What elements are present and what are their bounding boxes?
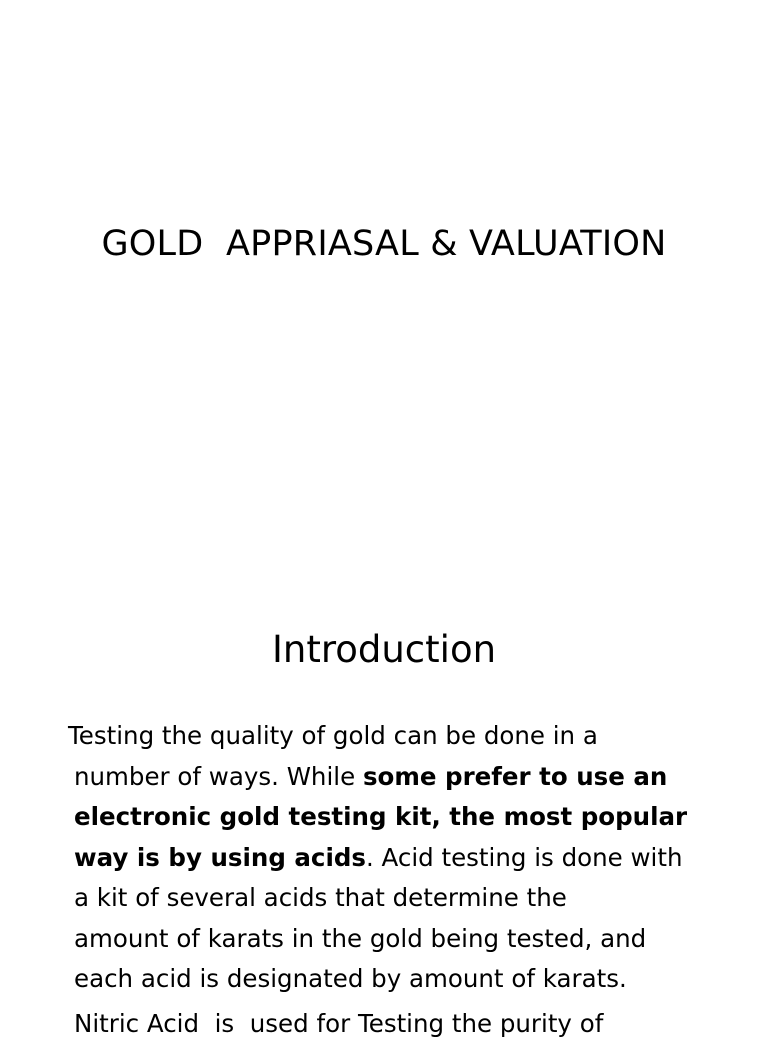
introduction-heading: Introduction [271, 628, 497, 671]
paragraph-line: amount of karats in the gold being tested, and [74, 923, 647, 953]
introduction-paragraph [68, 716, 768, 1000]
cut-off-paragraph-line: Nitric Acid is used for Testing the purity of [74, 1009, 604, 1038]
slide-title-heading: GOLD APPRIASAL & VALUATION [101, 224, 667, 264]
paragraph-line: each acid is designated by amount of karats. [74, 964, 627, 993]
paragraph-bold-text: way is by using acids [74, 842, 366, 872]
paragraph-line: a kit of several acids that determine the [74, 883, 567, 912]
paragraph-text: number of ways. While [74, 761, 363, 791]
paragraph-bold-text: electronic gold testing kit, the most popular [74, 802, 688, 831]
paragraph-text: . Acid testing is done with [365, 842, 683, 872]
paragraph-line [68, 838, 768, 879]
paragraph-line [68, 757, 768, 798]
paragraph-line [68, 797, 768, 838]
paragraph-bold-text: some prefer to use an [362, 761, 668, 791]
paragraph-line: Testing the quality of gold can be done in a [68, 721, 598, 750]
